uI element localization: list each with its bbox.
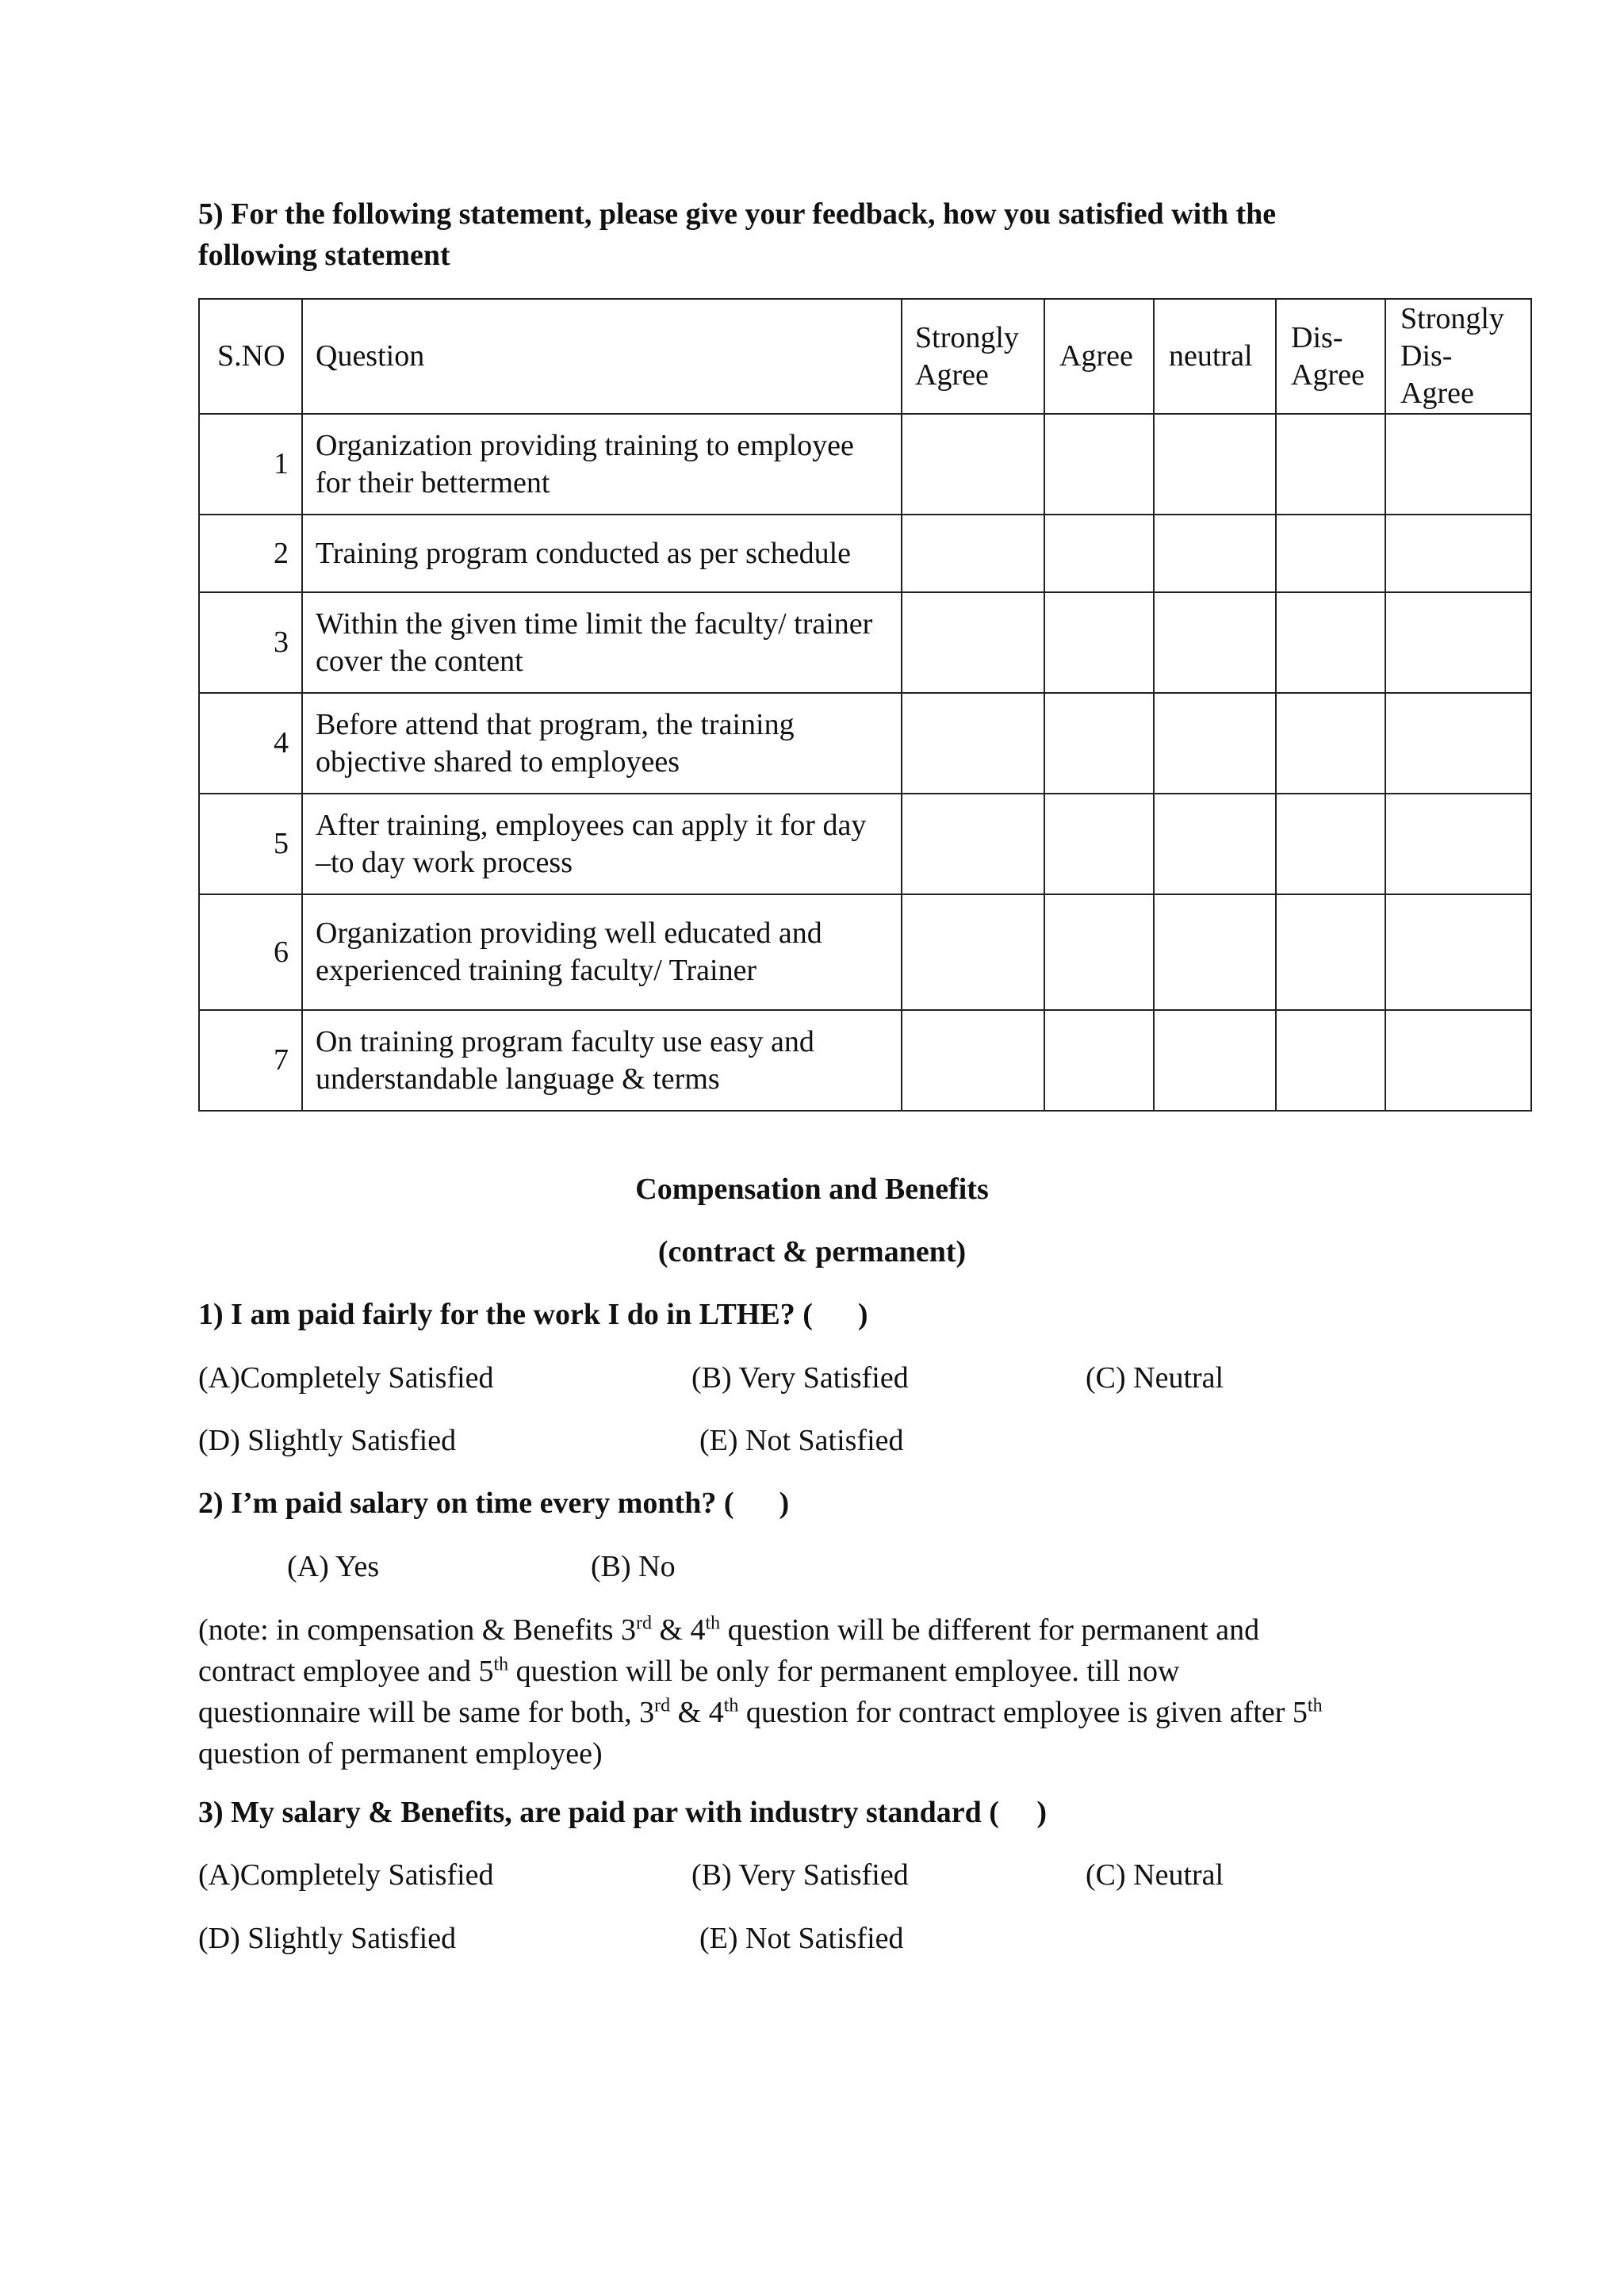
q3-option-b[interactable]: (B) Very Satisfied bbox=[691, 1858, 909, 1892]
note-text: question for contract employee is given after 5 bbox=[738, 1696, 1308, 1729]
note-line-4: question of permanent employee) bbox=[198, 1737, 603, 1770]
cell-disagree[interactable] bbox=[1276, 894, 1385, 1010]
question-5-heading-line2: following statement bbox=[198, 239, 450, 272]
cell-strongly-disagree[interactable] bbox=[1385, 894, 1531, 1010]
header-disagree-line1: Dis- bbox=[1291, 320, 1343, 354]
row-number: 1 bbox=[199, 414, 302, 515]
q2-option-b[interactable]: (B) No bbox=[591, 1550, 676, 1583]
q3-option-c[interactable]: (C) Neutral bbox=[1086, 1858, 1224, 1892]
header-disagree bbox=[1276, 299, 1385, 414]
section-subtitle: (contract & permanent) bbox=[657, 1235, 967, 1269]
note-text: & 4 bbox=[670, 1696, 724, 1729]
cell-neutral[interactable] bbox=[1154, 592, 1276, 693]
row-number: 7 bbox=[199, 1010, 302, 1111]
question-3-text: 3) My salary & Benefits, are paid par with industry standard ( ) bbox=[198, 1796, 1048, 1829]
question-5-heading bbox=[198, 193, 1276, 276]
cell-disagree[interactable] bbox=[1276, 515, 1385, 592]
header-agree: Agree bbox=[1044, 299, 1154, 414]
table-row bbox=[199, 515, 1531, 592]
header-question: Question bbox=[302, 299, 902, 414]
q3-option-e[interactable]: (E) Not Satisfied bbox=[699, 1922, 904, 1955]
table-row bbox=[199, 1010, 1531, 1111]
q1-option-b[interactable]: (B) Very Satisfied bbox=[691, 1361, 909, 1395]
q1-option-d[interactable]: (D) Slightly Satisfied bbox=[198, 1424, 457, 1457]
cell-strongly-disagree[interactable] bbox=[1385, 592, 1531, 693]
note-text: & 4 bbox=[651, 1613, 706, 1647]
row-number: 5 bbox=[199, 794, 302, 894]
note-sup: th bbox=[1307, 1695, 1323, 1716]
question-1-text: 1) I am paid fairly for the work I do in LTHE? ( ) bbox=[198, 1298, 868, 1331]
note-line-2 bbox=[198, 1651, 1323, 1692]
cell-strongly-agree[interactable] bbox=[902, 515, 1044, 592]
header-disagree-line2: Agree bbox=[1291, 358, 1365, 392]
cell-neutral[interactable] bbox=[1154, 1010, 1276, 1111]
note-sup: rd bbox=[635, 1613, 652, 1634]
table-header-row bbox=[199, 299, 1531, 414]
header-strongly-disagree-line2: Dis- bbox=[1400, 339, 1453, 373]
question-2-text: 2) I’m paid salary on time every month? ( ) bbox=[198, 1487, 790, 1520]
cell-strongly-disagree[interactable] bbox=[1385, 794, 1531, 894]
note-text: contract employee and 5 bbox=[198, 1655, 494, 1688]
note-text: (note: in compensation & Benefits 3 bbox=[198, 1613, 636, 1647]
cell-agree[interactable] bbox=[1044, 693, 1154, 794]
row-number: 6 bbox=[199, 894, 302, 1010]
cell-strongly-agree[interactable] bbox=[902, 794, 1044, 894]
cell-disagree[interactable] bbox=[1276, 592, 1385, 693]
note-sup: th bbox=[493, 1654, 509, 1675]
header-strongly-disagree-line1: Strongly bbox=[1400, 302, 1504, 335]
cell-agree[interactable] bbox=[1044, 414, 1154, 515]
table-row bbox=[199, 693, 1531, 794]
note-line-1 bbox=[198, 1609, 1323, 1651]
cell-neutral[interactable] bbox=[1154, 794, 1276, 894]
note-sup: th bbox=[723, 1695, 739, 1716]
cell-strongly-agree[interactable] bbox=[902, 894, 1044, 1010]
cell-neutral[interactable] bbox=[1154, 693, 1276, 794]
q3-option-a[interactable]: (A)Completely Satisfied bbox=[198, 1858, 494, 1892]
row-question: On training program faculty use easy and understandable language & terms bbox=[302, 1010, 902, 1111]
note-text: questionnaire will be same for both, 3 bbox=[198, 1696, 655, 1729]
table-row bbox=[199, 592, 1531, 693]
note-sup: th bbox=[705, 1613, 721, 1634]
cell-strongly-disagree[interactable] bbox=[1385, 693, 1531, 794]
cell-agree[interactable] bbox=[1044, 894, 1154, 1010]
q2-option-a[interactable]: (A) Yes bbox=[287, 1550, 380, 1583]
cell-strongly-disagree[interactable] bbox=[1385, 1010, 1531, 1111]
table-row bbox=[199, 794, 1531, 894]
row-number: 4 bbox=[199, 693, 302, 794]
note-sup: rd bbox=[654, 1695, 671, 1716]
cell-neutral[interactable] bbox=[1154, 414, 1276, 515]
cell-agree[interactable] bbox=[1044, 515, 1154, 592]
note-paragraph bbox=[198, 1609, 1323, 1774]
cell-neutral[interactable] bbox=[1154, 894, 1276, 1010]
q1-option-e[interactable]: (E) Not Satisfied bbox=[699, 1424, 904, 1457]
row-question: Within the given time limit the faculty/ trainer cover the content bbox=[302, 592, 902, 693]
cell-agree[interactable] bbox=[1044, 592, 1154, 693]
header-strongly-disagree bbox=[1385, 299, 1531, 414]
cell-neutral[interactable] bbox=[1154, 515, 1276, 592]
header-strongly-agree-line1: Strongly bbox=[915, 320, 1019, 354]
table-row bbox=[199, 894, 1531, 1010]
cell-strongly-disagree[interactable] bbox=[1385, 414, 1531, 515]
header-strongly-agree-line2: Agree bbox=[915, 358, 989, 392]
row-question: Organization providing training to employee for their betterment bbox=[302, 414, 902, 515]
cell-strongly-agree[interactable] bbox=[902, 693, 1044, 794]
row-question: After training, employees can apply it for day –to day work process bbox=[302, 794, 902, 894]
cell-strongly-agree[interactable] bbox=[902, 414, 1044, 515]
q1-option-c[interactable]: (C) Neutral bbox=[1086, 1361, 1224, 1395]
cell-disagree[interactable] bbox=[1276, 1010, 1385, 1111]
cell-disagree[interactable] bbox=[1276, 693, 1385, 794]
header-sno: S.NO bbox=[199, 299, 302, 414]
header-strongly-agree bbox=[902, 299, 1044, 414]
q3-option-d[interactable]: (D) Slightly Satisfied bbox=[198, 1922, 457, 1955]
feedback-table bbox=[198, 298, 1532, 1112]
cell-disagree[interactable] bbox=[1276, 414, 1385, 515]
cell-strongly-agree[interactable] bbox=[902, 1010, 1044, 1111]
cell-disagree[interactable] bbox=[1276, 794, 1385, 894]
row-number: 2 bbox=[199, 515, 302, 592]
row-question: Training program conducted as per schedule bbox=[302, 515, 902, 592]
cell-agree[interactable] bbox=[1044, 1010, 1154, 1111]
question-5-heading-line1: 5) For the following statement, please give your feedback, how you satisfied with the bbox=[198, 197, 1277, 231]
cell-agree[interactable] bbox=[1044, 794, 1154, 894]
section-title: Compensation and Benefits bbox=[635, 1173, 989, 1206]
header-strongly-disagree-line3: Agree bbox=[1400, 377, 1474, 410]
row-question: Before attend that program, the training objective shared to employees bbox=[302, 693, 902, 794]
note-line-3 bbox=[198, 1692, 1323, 1733]
header-neutral: neutral bbox=[1154, 299, 1276, 414]
note-text: question will be different for permanent and bbox=[720, 1613, 1260, 1647]
row-question: Organization providing well educated and experienced training faculty/ Trainer bbox=[302, 894, 902, 1010]
q1-option-a[interactable]: (A)Completely Satisfied bbox=[198, 1361, 494, 1395]
row-number: 3 bbox=[199, 592, 302, 693]
table-row bbox=[199, 414, 1531, 515]
cell-strongly-disagree[interactable] bbox=[1385, 515, 1531, 592]
cell-strongly-agree[interactable] bbox=[902, 592, 1044, 693]
note-text: question will be only for permanent employee. till now bbox=[508, 1655, 1180, 1688]
